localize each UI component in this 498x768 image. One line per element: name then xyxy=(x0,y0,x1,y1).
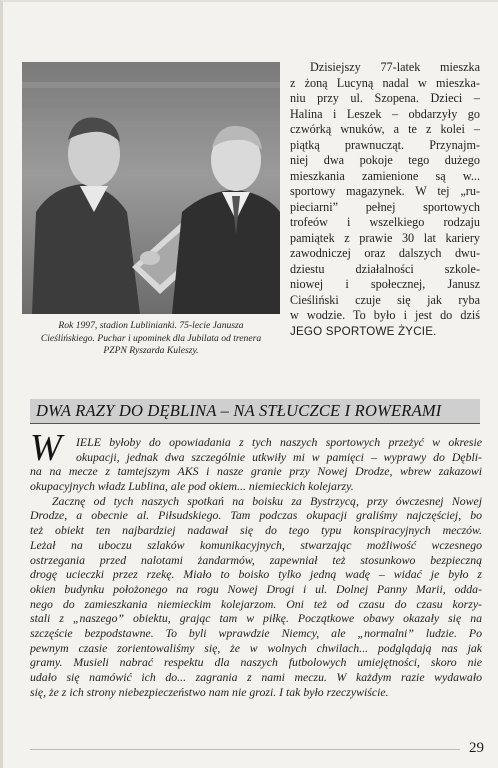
text-line: na na mecze z tamtejszym AKS i nasze granie przy Nowej Drodze, wbrew zakazowi xyxy=(30,464,482,479)
text-line: Drodze, a obecnie al. Piłsudskiego. Tam podczas okupacji graliśmy najczęściej, bo xyxy=(30,508,482,523)
bottom-rule xyxy=(30,749,460,750)
text-line: piątką prawnucząt. Przynajm- xyxy=(290,137,480,152)
closing-caps-line: JEGO SPORTOWE ŻYCIE. xyxy=(290,324,437,338)
text-line: mieszkania zamienione są w... xyxy=(290,168,480,183)
text-line: sportowy magazynek. W tej „ru- xyxy=(290,184,480,198)
text-line: Zacznę od tych naszych spotkań na boisku za Bystrzycą, przy ówczesnej Nowej xyxy=(52,493,482,508)
text-line: niowej i społecznej, Janusz xyxy=(290,277,480,291)
caption-line: Cieślińskiego. Puchar i upominek dla Jubilata od trenera xyxy=(40,332,262,344)
text-line: okupacji, jednak dwa szczególnie utkwiły mi w pamięci – wyprawy do Dębli- xyxy=(76,449,482,464)
text-line: Dzisiejszy 77-latek mieszka xyxy=(310,60,480,74)
text-line: stali z „naszego” obiektu, grając tam w piłkę. Początkowe obawy okazały się na xyxy=(30,611,482,626)
text-line: niu przy ul. Szopena. Dzieci – xyxy=(290,91,480,105)
text-line: nego do zamieszkania niemieckim kolejarzom. Oni też od czasu do czasu korzy- xyxy=(30,596,482,611)
section-body xyxy=(30,435,482,699)
text-line: zawodniczej oraz dalszych dwu- xyxy=(290,246,480,260)
text-line: gramy. Musieli nabrać respektu dla naszych futbolowych umiejętności, skoro nie xyxy=(30,655,482,670)
text-line: się, że z ich strony niebezpieczeństwo nam nie grozi. I tak było rzeczywiście. xyxy=(30,684,389,699)
caption-line: Rok 1997, stadion Lublinianki. 75-lecie Janusza xyxy=(58,320,244,331)
text-line: pamiątek z prawie 30 lat kariery xyxy=(290,230,480,245)
text-line: okien budynku położonego na rogu Nowej Drogi i ul. Dolnej Panny Marii, odda- xyxy=(30,581,482,596)
section-heading: DWA RAZY DO DĘBLINA – NA STŁUCZCE I ROWERAMI xyxy=(36,401,442,420)
text-line: z żoną Lucyną nadal w mieszka- xyxy=(290,75,480,90)
text-line: pieciarni” pełnej sportowych xyxy=(290,199,480,214)
photo-image xyxy=(22,62,280,314)
text-line: ostrzegania przed nalotami żandarmów, zapewniał też stosunkowo bezpieczną xyxy=(30,552,482,567)
text-line: w wodzie. To było i jest do dziś xyxy=(290,308,480,322)
text-line: drogę ucieczki przez rzekę. Miało to boisko tylko jedną wadę – widać je było z xyxy=(30,567,482,582)
text-line: dziestu działalności szkole- xyxy=(290,261,480,276)
text-line: też obiekt ten najbardziej nadawał się do tego typu konspiracyjnych meczów. xyxy=(30,523,482,538)
page-number: 29 xyxy=(469,740,484,756)
text-line: pewnym czasie zorientowaliśmy się, że w wolnych chwilach... podglądają nas jak xyxy=(30,640,482,655)
caption-line: PZPN Ryszarda Kuleszy. xyxy=(103,345,199,356)
photo-caption xyxy=(22,320,280,358)
text-line: szczęście bezpodstawne. To byli wprawdzie Niemcy, ale „normalni” ludzie. Po xyxy=(30,625,482,640)
text-line: Halina i Leszek – obdarzyły go xyxy=(290,106,480,121)
text-line: trofeów i wszelkiego rodzaju xyxy=(290,215,480,229)
biography-paragraph xyxy=(290,60,480,339)
photo-jubilee-ceremony xyxy=(22,62,280,314)
text-line: niej dwa pokoje tego dużego xyxy=(290,153,480,167)
text-line: IELE byłoby do opowiadania z tych naszych sportowych przeżyć w okresie xyxy=(76,435,482,449)
section-heading-bar xyxy=(30,399,480,424)
drop-cap: W xyxy=(30,427,62,469)
text-line: Cieśliński czuje się jak ryba xyxy=(290,292,480,307)
text-line: czwórką wnuków, a te z kolei – xyxy=(290,122,480,136)
text-line: udało się namówić ich do... zagrania z nami meczu. W każdym razie wydawało xyxy=(30,670,482,684)
text-line: Leżał na uboczu szlaków komunikacyjnych, stwarzając możliwość wczesnego xyxy=(30,537,482,552)
text-line: okupacyjnych władz Lublina, ale pod okiem... niemieckich kolejarzy. xyxy=(30,479,354,494)
